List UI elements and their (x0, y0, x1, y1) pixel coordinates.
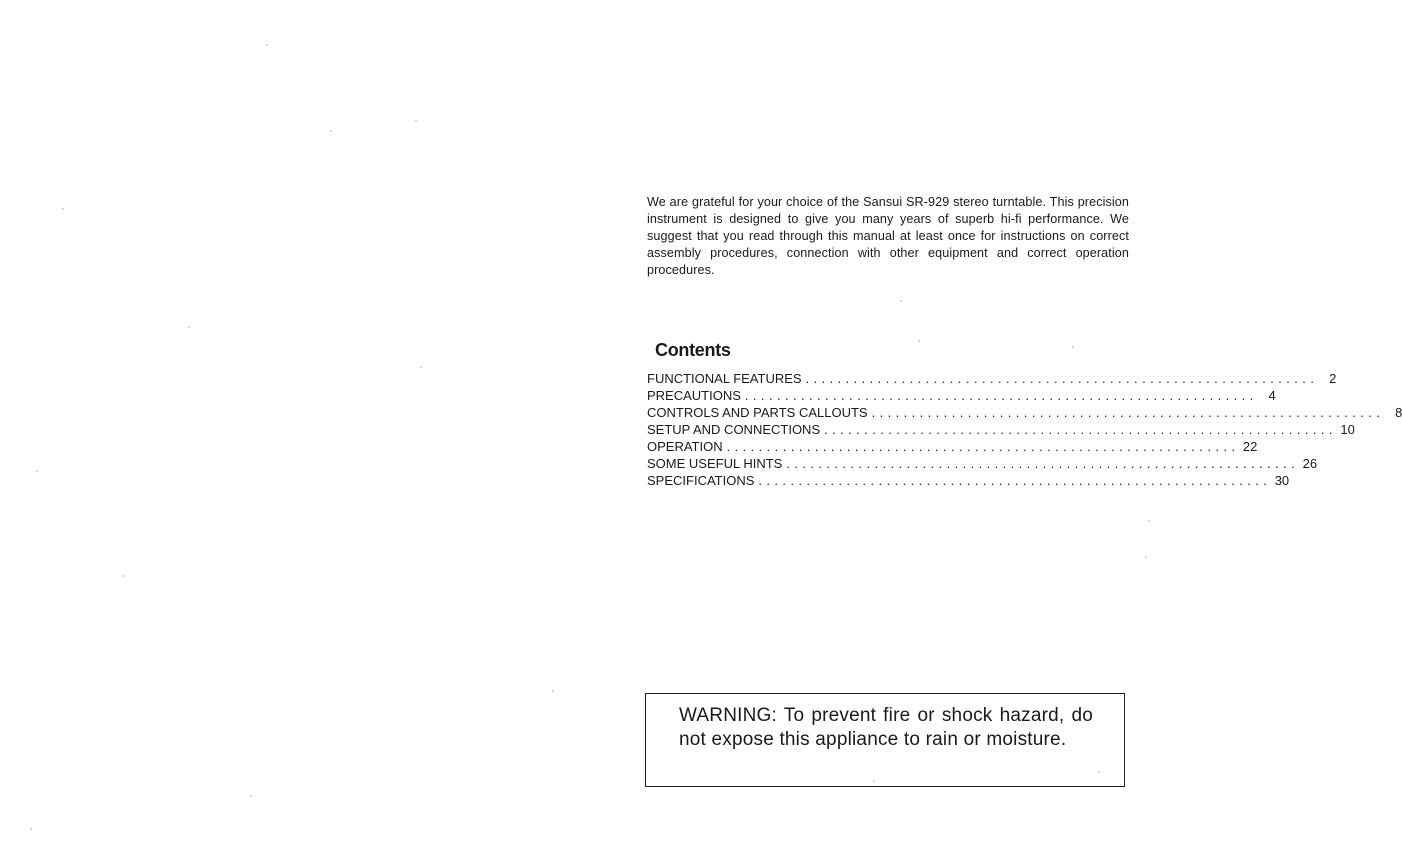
toc-row-controls-and-parts-callouts (647, 404, 1402, 421)
warning-box (645, 693, 1125, 787)
toc-row-specifications (647, 472, 1290, 489)
scan-speck (420, 366, 422, 368)
toc-label: FUNCTIONAL FEATURES (647, 371, 802, 386)
scan-speck (873, 780, 875, 782)
scan-speck (918, 340, 920, 342)
dot-leader: ................................................................ (744, 388, 1258, 403)
scan-speck (330, 130, 332, 132)
toc-label: SPECIFICATIONS (647, 473, 755, 488)
dot-leader: ................................................................ (824, 422, 1337, 437)
scan-speck (36, 470, 38, 472)
scan-speck (1072, 346, 1074, 348)
scan-speck (1145, 556, 1147, 558)
toc-label: OPERATION (647, 439, 723, 454)
dot-leader: ................................................................ (805, 371, 1319, 386)
dot-leader: ................................................................ (871, 405, 1385, 420)
scan-speck (30, 828, 32, 830)
scan-speck (415, 120, 417, 122)
toc-label: PRECAUTIONS (647, 388, 741, 403)
contents-heading: Contents (655, 340, 731, 360)
toc-label: CONTROLS AND PARTS CALLOUTS (647, 405, 868, 420)
toc-row-setup-and-connections (647, 421, 1355, 438)
toc-page-number: 22 (1242, 439, 1258, 454)
toc-page-number: 2 (1329, 371, 1337, 386)
scan-speck (1098, 771, 1100, 773)
table-of-contents (647, 370, 1402, 489)
scan-speck (1148, 520, 1150, 522)
scan-speck (266, 44, 268, 46)
toc-row-functional-features (647, 370, 1337, 387)
scan-speck (188, 326, 190, 328)
toc-row-some-useful-hints (647, 455, 1318, 472)
warning-text: WARNING: To prevent fire or shock hazard, do not expose this appliance to rain or moisture. (679, 705, 1093, 750)
dot-leader: ................................................................ (786, 456, 1300, 471)
toc-page-number: 4 (1268, 388, 1276, 403)
toc-label: SETUP AND CONNECTIONS (647, 422, 821, 437)
toc-label: SOME USEFUL HINTS (647, 456, 783, 471)
toc-row-precautions (647, 387, 1276, 404)
scan-speck (900, 300, 902, 302)
toc-page-number: 30 (1274, 473, 1290, 488)
intro-paragraph: We are grateful for your choice of the Sansui SR-929 stereo turntable. This precision instrument is designed to give you many years of superb hi-fi performance. We suggest that you read through this manual at least once for instructions on correct assembly procedures, connection with other equipment and correct operation procedures. (647, 195, 1129, 277)
toc-page-number: 26 (1302, 456, 1318, 471)
toc-page-number: 8 (1395, 405, 1402, 420)
toc-row-operation (647, 438, 1258, 455)
dot-leader: ................................................................ (726, 439, 1240, 454)
scan-speck (552, 690, 554, 692)
dot-leader: ................................................................ (758, 473, 1272, 488)
scan-speck (250, 795, 252, 797)
scan-speck (62, 208, 64, 210)
scan-speck (122, 575, 124, 577)
toc-page-number: 10 (1340, 422, 1355, 437)
